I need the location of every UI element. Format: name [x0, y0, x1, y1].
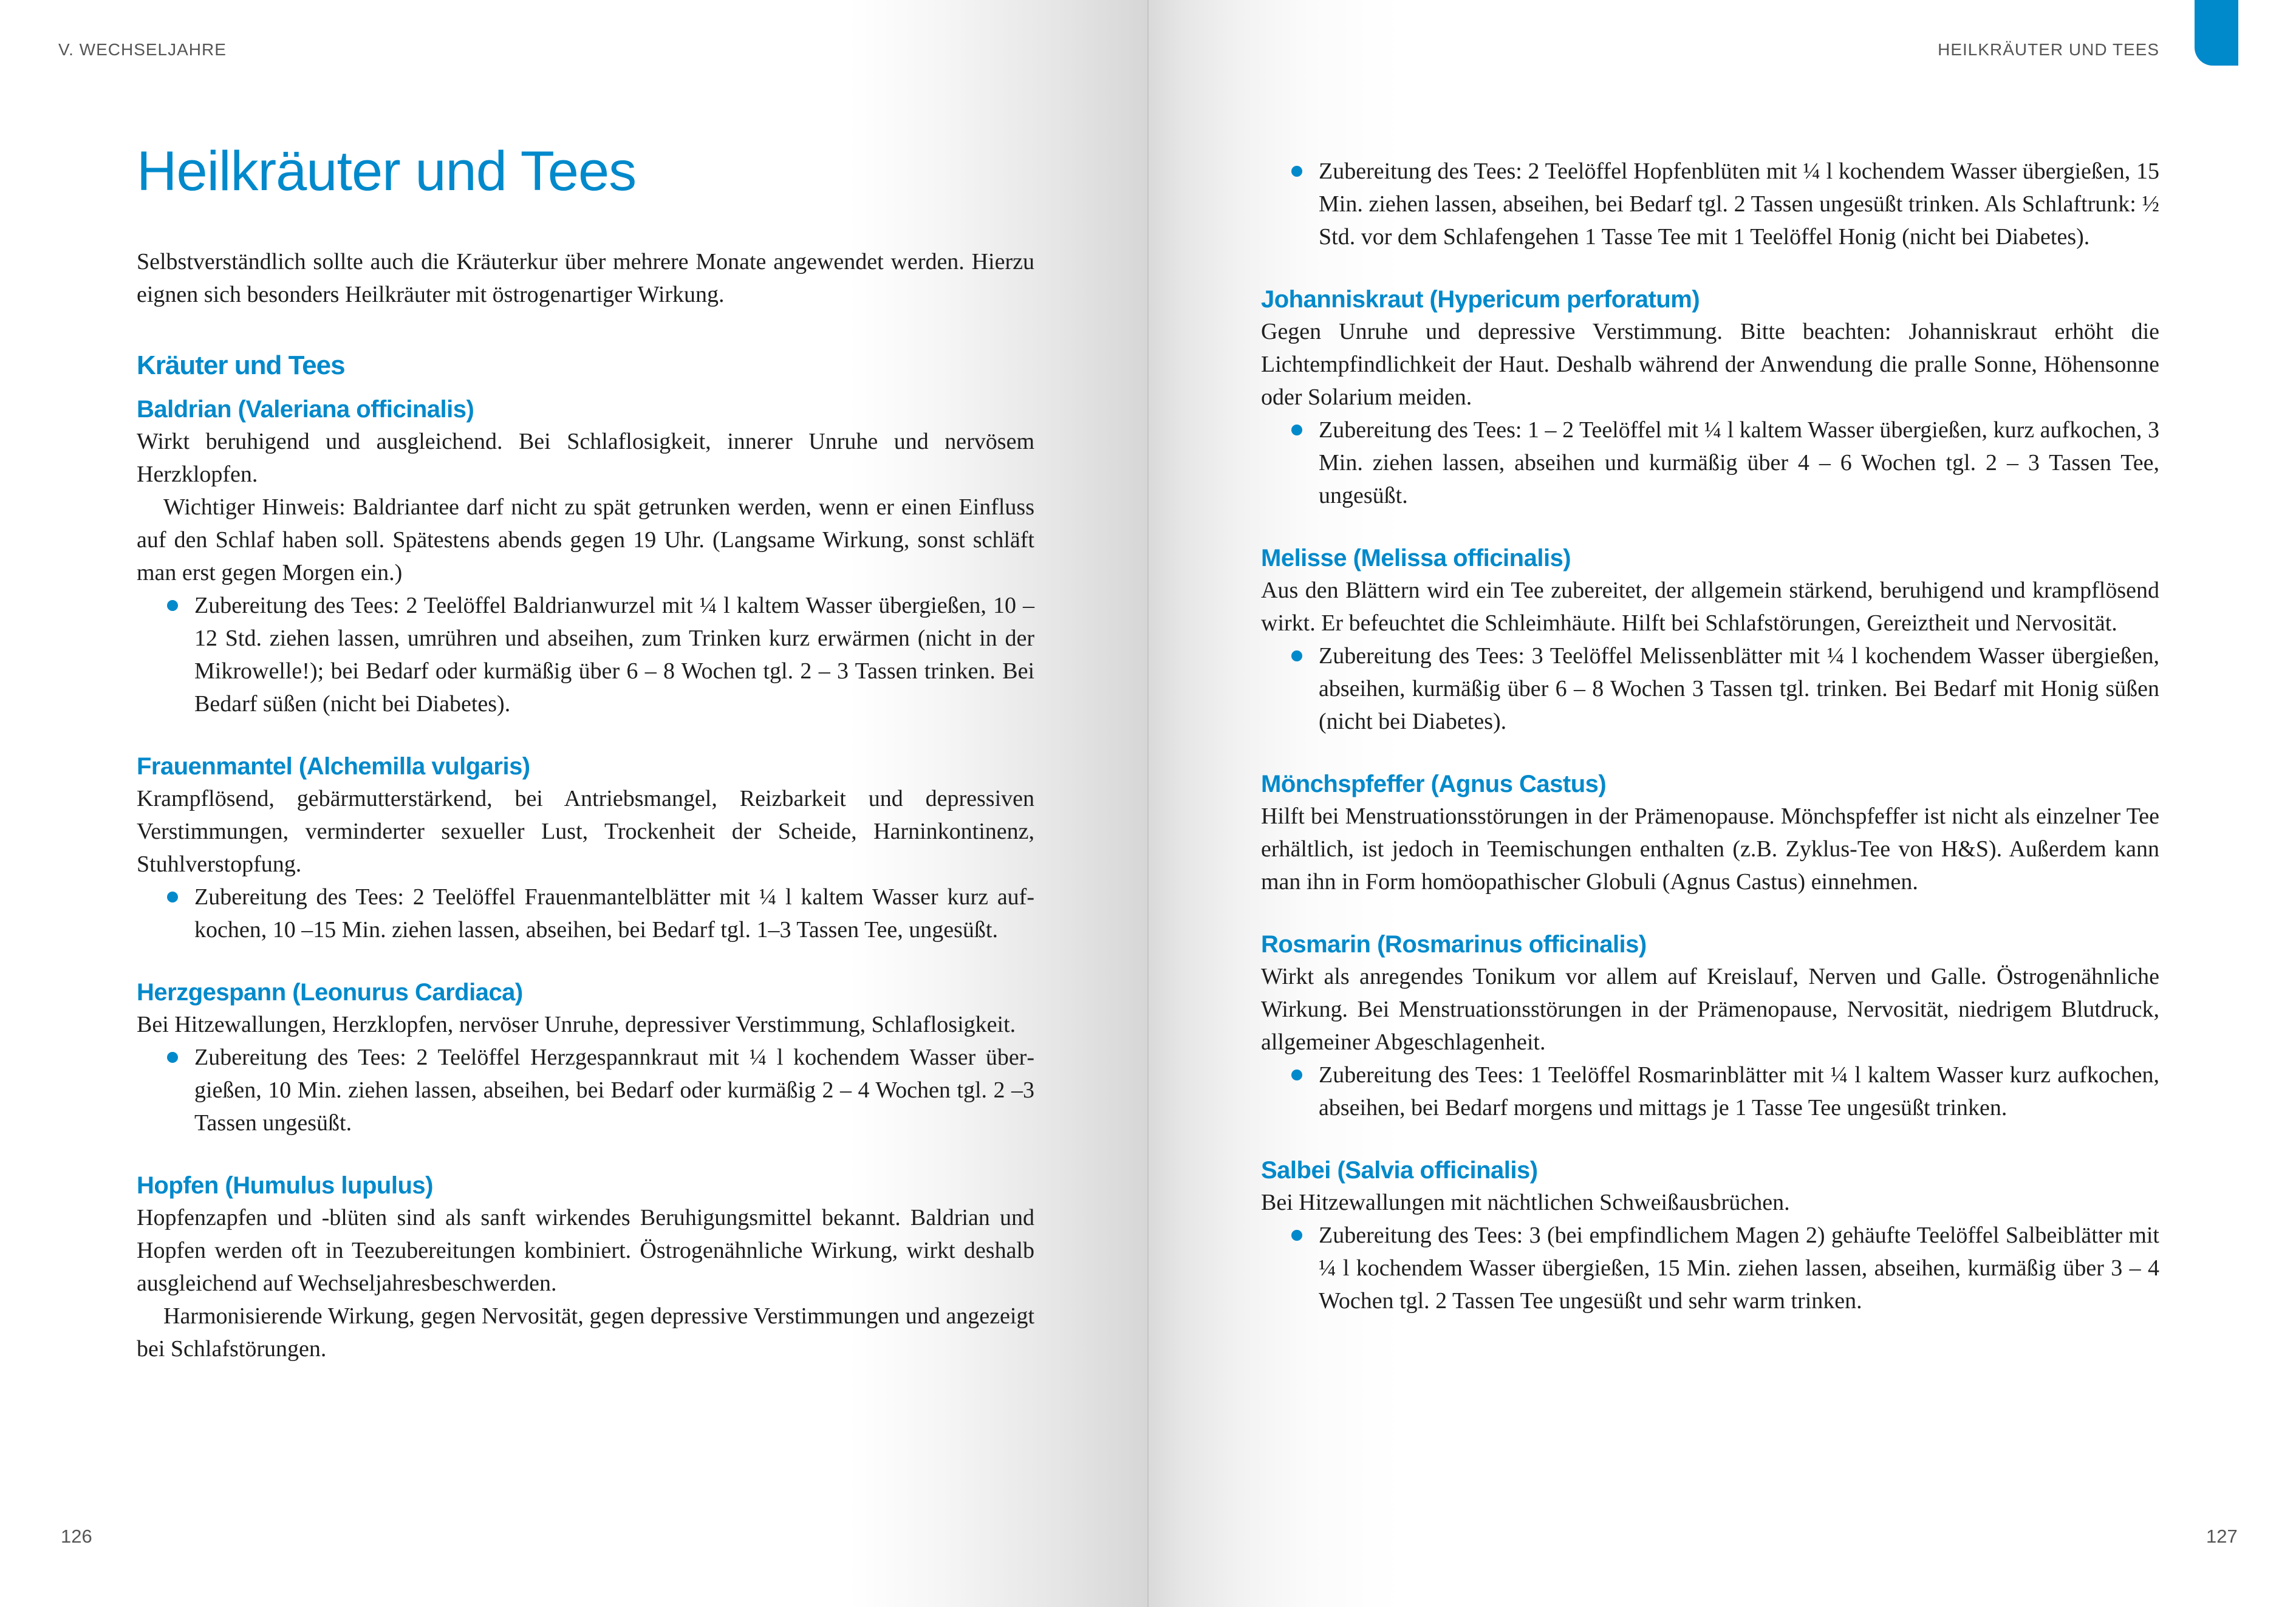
- page-number-left: 126: [61, 1526, 92, 1547]
- preparation-text: Zubereitung des Tees: 1 Teelöffel Rosmarinblätter mit ¼ l kaltem Wasser kurz aufkochen, abseihen, bei Bedarf morgens und mittags je 1 Tasse Tee ungesüßt trinken.: [1319, 1062, 2159, 1121]
- herb-heading: Mönchspfeffer (Agnus Castus): [1261, 771, 1607, 797]
- herb-section-johanniskraut: [1261, 284, 2159, 512]
- herb-section-herzgespann: [137, 977, 1034, 1139]
- preparation-text: Zubereitung des Tees: 3 (bei empfindlichem Magen 2) gehäufte Teelöffel Salbeiblätter mit ¼ l kochendem Wasser übergießen, 15 Min. ziehen lassen, abseihen, kurmäßig über 3 – 4 Wochen tgl. 2 Tassen Tee ungesüßt und sehr warm trinken.: [1319, 1223, 2159, 1314]
- herb-section-melisse: [1261, 542, 2159, 738]
- herb-heading: Herzgespann (Leonurus Cardiaca): [137, 979, 523, 1006]
- herb-description: Bei Hitzewallungen mit nächtlichen Schweißausbrüchen.: [1261, 1190, 1790, 1215]
- left-column: [137, 135, 1034, 1396]
- running-head-chapter: V. WECHSELJAHRE: [58, 40, 227, 59]
- preparation-item: [137, 589, 1034, 720]
- preparation-list: [1261, 1219, 2159, 1317]
- herb-description: Hilft bei Menstruationsstörungen in der Prämenopause. Mönchspfeffer ist nicht als einzelner Tee erhältlich, ist jedoch in Teemischungen enthalten (z.B. Zyklus-Tee von H&S). Außerdem kann man ihn in Form homöopathischer Globuli (Agnus Castus) einnehmen.: [1261, 803, 2159, 895]
- preparation-text: Zubereitung des Tees: 3 Teelöffel Melissenblätter mit ¼ l kochendem Wasser übergießen, abseihen, kurmäßig über 6 – 8 Wochen 3 Tassen tgl. trinken. Bei Bedarf mit Honig süßen (nicht bei Diabetes).: [1319, 643, 2159, 734]
- herb-section-baldrian: [137, 394, 1034, 720]
- preparation-list: [1261, 414, 2159, 512]
- book-gutter-fold: [1147, 0, 1149, 1607]
- preparation-list: [137, 589, 1034, 720]
- preparation-item: [1261, 155, 2159, 253]
- preparation-list: [137, 1041, 1034, 1139]
- bullet-dot-icon: [1291, 166, 1302, 177]
- herb-note: Wichtiger Hinweis: Baldriantee darf nicht zu spät getrunken werden, wenn er einen Einfluss auf den Schlaf haben soll. Spätestens abends gegen 19 Uhr. (Langsame Wirkung, sonst schläft man erst gegen Morgen ein.): [137, 494, 1034, 585]
- herb-section-moenchspfeffer: [1261, 768, 2159, 898]
- section-heading: Kräuter und Tees: [137, 350, 345, 380]
- preparation-text: Zubereitung des Tees: 2 Teelöffel Baldrianwurzel mit ¼ l kaltem Wasser übergießen, 10 –12 Std. ziehen lassen, umrühren und abseihen, zum Trinken kurz erwärmen (nicht in der Mikrowelle!); bei Bedarf oder kurmäßig über 6 – 8 Wochen tgl. 2 – 3 Tassen trinken. Bei Bedarf süßen (nicht bei Diabetes).: [194, 593, 1034, 717]
- herb-description: Wirkt beruhigend und ausgleichend. Bei Schlaflosigkeit, innerer Unruhe und nervösem Herzklopfen.: [137, 429, 1034, 487]
- herb-section-frauenmantel: [137, 751, 1034, 946]
- page-number-right: 127: [2206, 1526, 2238, 1547]
- herb-heading: Rosmarin (Rosmarinus officinalis): [1261, 931, 1647, 958]
- bullet-dot-icon: [1291, 1230, 1302, 1241]
- bullet-dot-icon: [167, 1052, 178, 1063]
- herb-heading: Johanniskraut (Hypericum perforatum): [1261, 286, 1700, 313]
- preparation-item: [137, 881, 1034, 946]
- intro-paragraph: Selbstverständlich sollte auch die Kräuterkur über mehrere Monate angewendet werden. Hierzu eignen sich besonders Heilkräuter mit östrogenartiger Wirkung.: [137, 249, 1034, 307]
- herb-description: Aus den Blättern wird ein Tee zubereitet, der allgemein stärkend, beruhigend und krampflösend wirkt. Er befeuchtet die Schleimhäute. Hilft bei Schlafstörungen, Gereiztheit und Nervosität.: [1261, 578, 2159, 636]
- preparation-item: [1261, 1219, 2159, 1317]
- preparation-list: [1261, 640, 2159, 738]
- preparation-text: Zubereitung des Tees: 2 Teelöffel Frauenmantelblätter mit ¼ l kaltem Wasser kurz aufkochen, 10 –15 Min. ziehen lassen, abseihen, bei Bedarf tgl. 1–3 Tassen Tee, ungesüßt.: [194, 884, 1034, 943]
- preparation-list: [137, 881, 1034, 946]
- preparation-list: [1261, 1059, 2159, 1124]
- preparation-item: [1261, 1059, 2159, 1124]
- herb-heading: Baldrian (Valeriana officinalis): [137, 396, 474, 423]
- preparation-text: Zubereitung des Tees: 2 Teelöffel Herzgespannkraut mit ¼ l kochendem Wasser übergießen, 10 Min. ziehen lassen, abseihen, bei Bedarf oder kurmäßig 2 – 4 Wochen tgl. 2 –3 Tassen ungesüßt.: [194, 1045, 1034, 1136]
- bullet-dot-icon: [167, 600, 178, 611]
- herb-heading: Frauenmantel (Alchemilla vulgaris): [137, 753, 530, 780]
- herb-description: Gegen Unruhe und depressive Verstimmung. Bitte beachten: Johanniskraut erhöht die Lichtempfindlichkeit der Haut. Deshalb während der Anwendung die pralle Sonne, Höhensonne oder Solarium meiden.: [1261, 319, 2159, 410]
- herb-description: Bei Hitzewallungen, Herzklopfen, nervöser Unruhe, depressiver Verstimmung, Schlaflosigkeit.: [137, 1012, 1016, 1037]
- bullet-dot-icon: [1291, 1070, 1302, 1080]
- preparation-list-continued: [1261, 155, 2159, 253]
- herb-heading: Salbei (Salvia officinalis): [1261, 1157, 1538, 1184]
- chapter-tab-marker: [2195, 0, 2238, 66]
- preparation-text: Zubereitung des Tees: 2 Teelöffel Hopfenblüten mit ¼ l kochendem Wasser übergießen, 15 Min. ziehen lassen, abseihen, bei Bedarf tgl. 2 Tassen ungesüßt trinken. Als Schlaftrunk: ½ Std. vor dem Schlafengehen 1 Tasse Tee mit 1 Teelöffel Honig (nicht bei Diabetes).: [1319, 159, 2159, 250]
- running-head-section: HEILKRÄUTER UND TEES: [1938, 40, 2159, 59]
- herb-section-hopfen: [137, 1170, 1034, 1365]
- herb-description: Wirkt als anregendes Tonikum vor allem auf Kreislauf, Nerven und Galle. Östrogenähnliche Wirkung. Bei Menstruationsstörungen in der Prämenopause, Nervosität, niedrigem Blutdruck, allgemeiner Abgeschlagenheit.: [1261, 964, 2159, 1055]
- bullet-dot-icon: [1291, 650, 1302, 661]
- herb-heading: Melisse (Melissa officinalis): [1261, 545, 1571, 571]
- herb-description: Krampflösend, gebärmutterstärkend, bei Antriebsmangel, Reizbarkeit und depressiven Verstimmungen, verminderter sexueller Lust, Trockenheit der Scheide, Harninkontinenz, Stuhlverstopfung.: [137, 786, 1034, 877]
- herb-section-rosmarin: [1261, 929, 2159, 1124]
- page-title: Heilkräuter und Tees: [137, 140, 637, 202]
- bullet-dot-icon: [1291, 425, 1302, 435]
- herb-note: Harmonisierende Wirkung, gegen Nervosität, gegen depressive Verstimmungen und angezeigt bei Schlafstörungen.: [137, 1303, 1034, 1362]
- herb-description: Hopfenzapfen und -blüten sind als sanft wirkendes Beruhigungsmittel bekannt. Baldrian und Hopfen werden oft in Teezubereitungen kombiniert. Östrogenähnliche Wirkung, wirkt deshalb ausgleichend auf Wechseljahresbeschwerden.: [137, 1205, 1034, 1296]
- preparation-item: [1261, 414, 2159, 512]
- herb-heading: Hopfen (Humulus lupulus): [137, 1172, 433, 1199]
- bullet-dot-icon: [167, 892, 178, 902]
- right-column: [1261, 155, 2159, 1348]
- preparation-item: [137, 1041, 1034, 1139]
- preparation-item: [1261, 640, 2159, 738]
- preparation-text: Zubereitung des Tees: 1 – 2 Teelöffel mit ¼ l kaltem Wasser übergießen, kurz aufkochen, 3 Min. ziehen lassen, abseihen und kurmäßig über 4 – 6 Wochen tgl. 2 – 3 Tassen Tee, ungesüßt.: [1319, 417, 2159, 508]
- herb-section-salbei: [1261, 1155, 2159, 1317]
